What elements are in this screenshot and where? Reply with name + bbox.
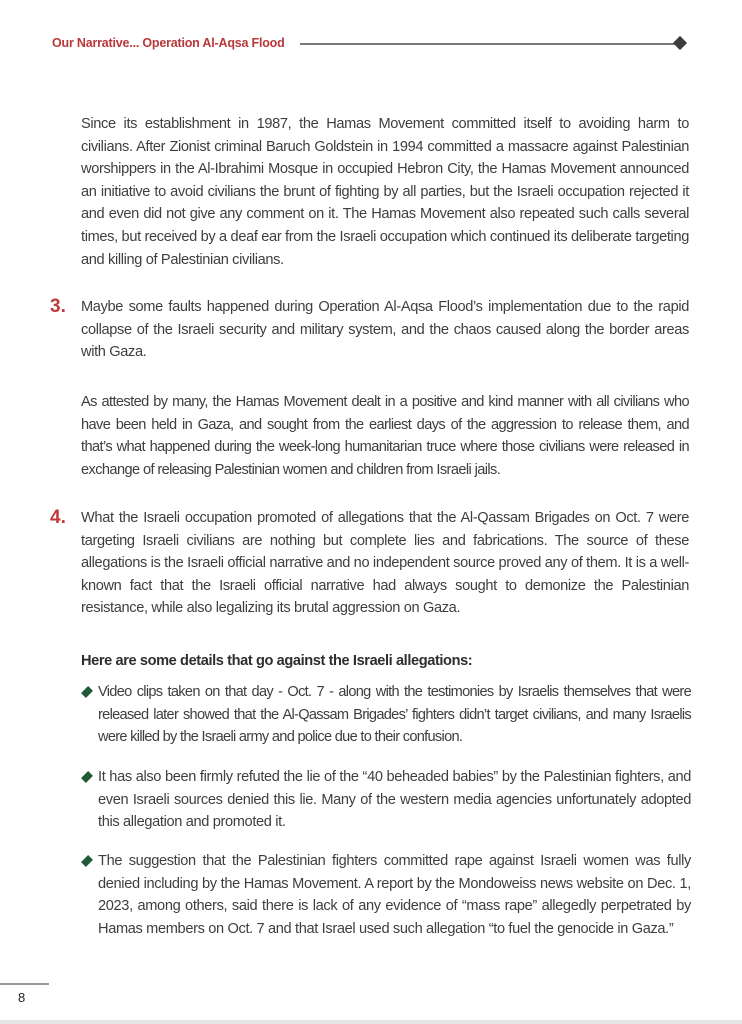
list-item bbox=[81, 766, 691, 834]
bullet-text: Video clips taken on that day - Oct. 7 - along with the testimonies by Israelis themselves that were released later showed that the Al-Qassam Brigades’ fighters didn’t target civilians, and many Israelis were killed by the Israeli army and police due to their confusion. bbox=[98, 684, 691, 746]
page-bottom-edge bbox=[0, 1020, 742, 1024]
bullet-diamond-icon bbox=[81, 686, 93, 698]
point-3-follow-up: As attested by many, the Hamas Movement dealt in a positive and kind manner with all civilians who have been held in Gaza, and sought from the earliest days of the aggression to release them, and that’s what happened during the week-long humanitarian truce where those civilians were released in exchange of releasing Palestinian women and children from Israeli jails. bbox=[81, 394, 689, 478]
list-item bbox=[81, 850, 691, 940]
point-4-text: What the Israeli occupation promoted of allegations that the Al-Qassam Brigades on Oct. 7 were targeting Israeli civilians are nothing but complete lies and fabrications. The source of these allegations is the Israeli official narrative and no independent source proved any of them. It is a well-known fact that the Israeli official narrative had always sought to demonize the Palestinian resistance, while also legalizing its brutal aggression on Gaza. bbox=[81, 510, 689, 617]
header-title: Our Narrative... Operation Al-Aqsa Flood bbox=[52, 36, 285, 50]
bullet-diamond-icon bbox=[81, 855, 93, 867]
running-header bbox=[52, 33, 692, 53]
intro-paragraph: Since its establishment in 1987, the Hamas Movement committed itself to avoiding harm to civilians. After Zionist criminal Baruch Goldstein in 1994 committed a massacre against Palestinian worshippers in the Al-Ibrahimi Mosque in occupied Hebron City, the Hamas Movement announced an initiative to avoid civilians the brunt of fighting by all parties, but the Israeli occupation rejected it and even did not give any comment on it. The Hamas Movement also repeated such calls several times, but received by a deaf ear from the Israeli occupation which continued its deliberate targeting and killing of Palestinian civilians. bbox=[81, 116, 689, 268]
bullet-text: The suggestion that the Palestinian fighters committed rape against Israeli women was fully denied including by the Hamas Movement. A report by the Mondoweiss news website on Dec. 1, 2023, among others, said there is lack of any evidence of “mass rape” allegedly perpetrated by Hamas members on Oct. 7 and that Israel used such allegation “to fuel the genocide in Gaza.” bbox=[98, 853, 691, 937]
header-rule bbox=[300, 43, 680, 45]
list-item bbox=[81, 681, 691, 749]
point-number-4: 4. bbox=[50, 507, 66, 528]
page-number: 8 bbox=[18, 990, 26, 1005]
bullet-diamond-icon bbox=[81, 771, 93, 783]
point-3-text: Maybe some faults happened during Operation Al-Aqsa Flood’s implementation due to the rapid collapse of the Israeli security and military system, and the chaos caused along the border areas with Gaza. bbox=[81, 299, 689, 361]
details-heading: Here are some details that go against the Israeli allegations: bbox=[81, 653, 473, 669]
bullet-text: It has also been firmly refuted the lie of the “40 beheaded babies” by the Palestinian fighters, and even Israeli sources denied this lie. Many of the western media agencies unfortunately adopted this allegation and promoted it. bbox=[98, 769, 691, 831]
diamond-icon bbox=[673, 36, 687, 50]
footer-rule bbox=[0, 983, 49, 985]
point-number-3: 3. bbox=[50, 296, 66, 317]
